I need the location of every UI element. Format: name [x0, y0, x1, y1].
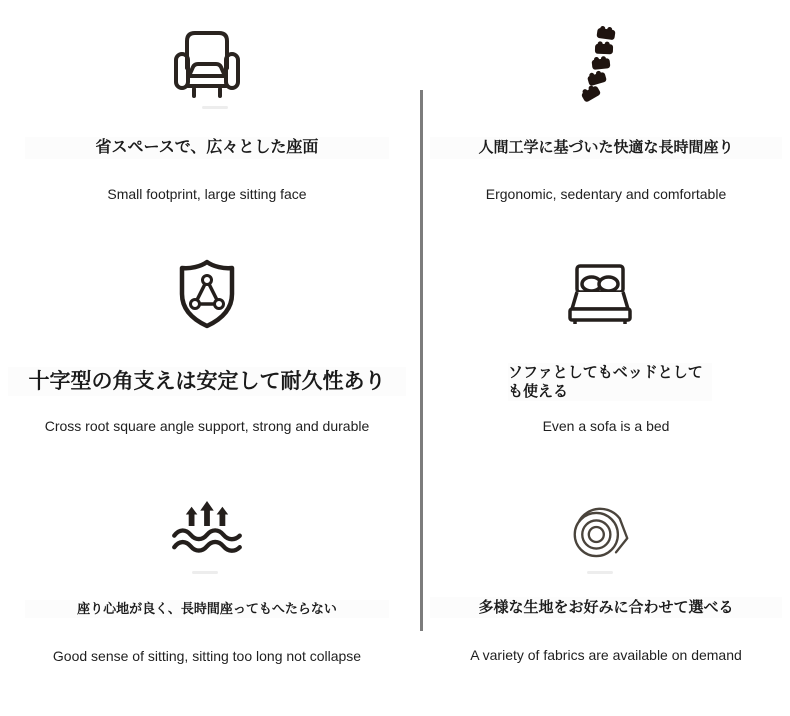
- feature-subtitle-en: Even a sofa is a bed: [542, 418, 670, 434]
- feature-title-jp: 座り心地が良く、長時間座ってもへたらない: [25, 600, 389, 618]
- feature-subtitle-en: Small footprint, large sitting face: [107, 186, 307, 202]
- feature-title-jp: ソファとしてもベッドとしても使える: [508, 363, 712, 401]
- feature-subtitle-en: A variety of fabrics are available on demand: [470, 647, 742, 663]
- feature-headline-jp: 十字型の角支えは安定して耐久性あり: [8, 367, 406, 396]
- fabric-roll-icon: [571, 495, 631, 559]
- feature-subtitle-en: Cross root square angle support, strong and durable: [44, 418, 370, 434]
- shield-triangle-icon: [176, 259, 238, 329]
- feature-title-jp: 人間工学に基づいた快適な長時間座り: [430, 137, 782, 159]
- spine-icon: [577, 24, 621, 109]
- vertical-divider: [420, 90, 423, 631]
- icon-shadow-dash: [587, 571, 613, 574]
- bed-icon: [566, 264, 634, 326]
- armchair-icon: [172, 28, 242, 100]
- icon-shadow-dash: [202, 106, 228, 109]
- feature-subtitle-en: Good sense of sitting, sitting too long not collapse: [52, 648, 362, 664]
- rebound-waves-icon: [170, 501, 244, 553]
- icon-shadow-dash: [192, 571, 218, 574]
- feature-title-jp: 省スペースで、広々とした座面: [25, 137, 389, 159]
- feature-title-jp: 多様な生地をお好みに合わせて選べる: [430, 597, 782, 618]
- feature-subtitle-en: Ergonomic, sedentary and comfortable: [485, 186, 727, 202]
